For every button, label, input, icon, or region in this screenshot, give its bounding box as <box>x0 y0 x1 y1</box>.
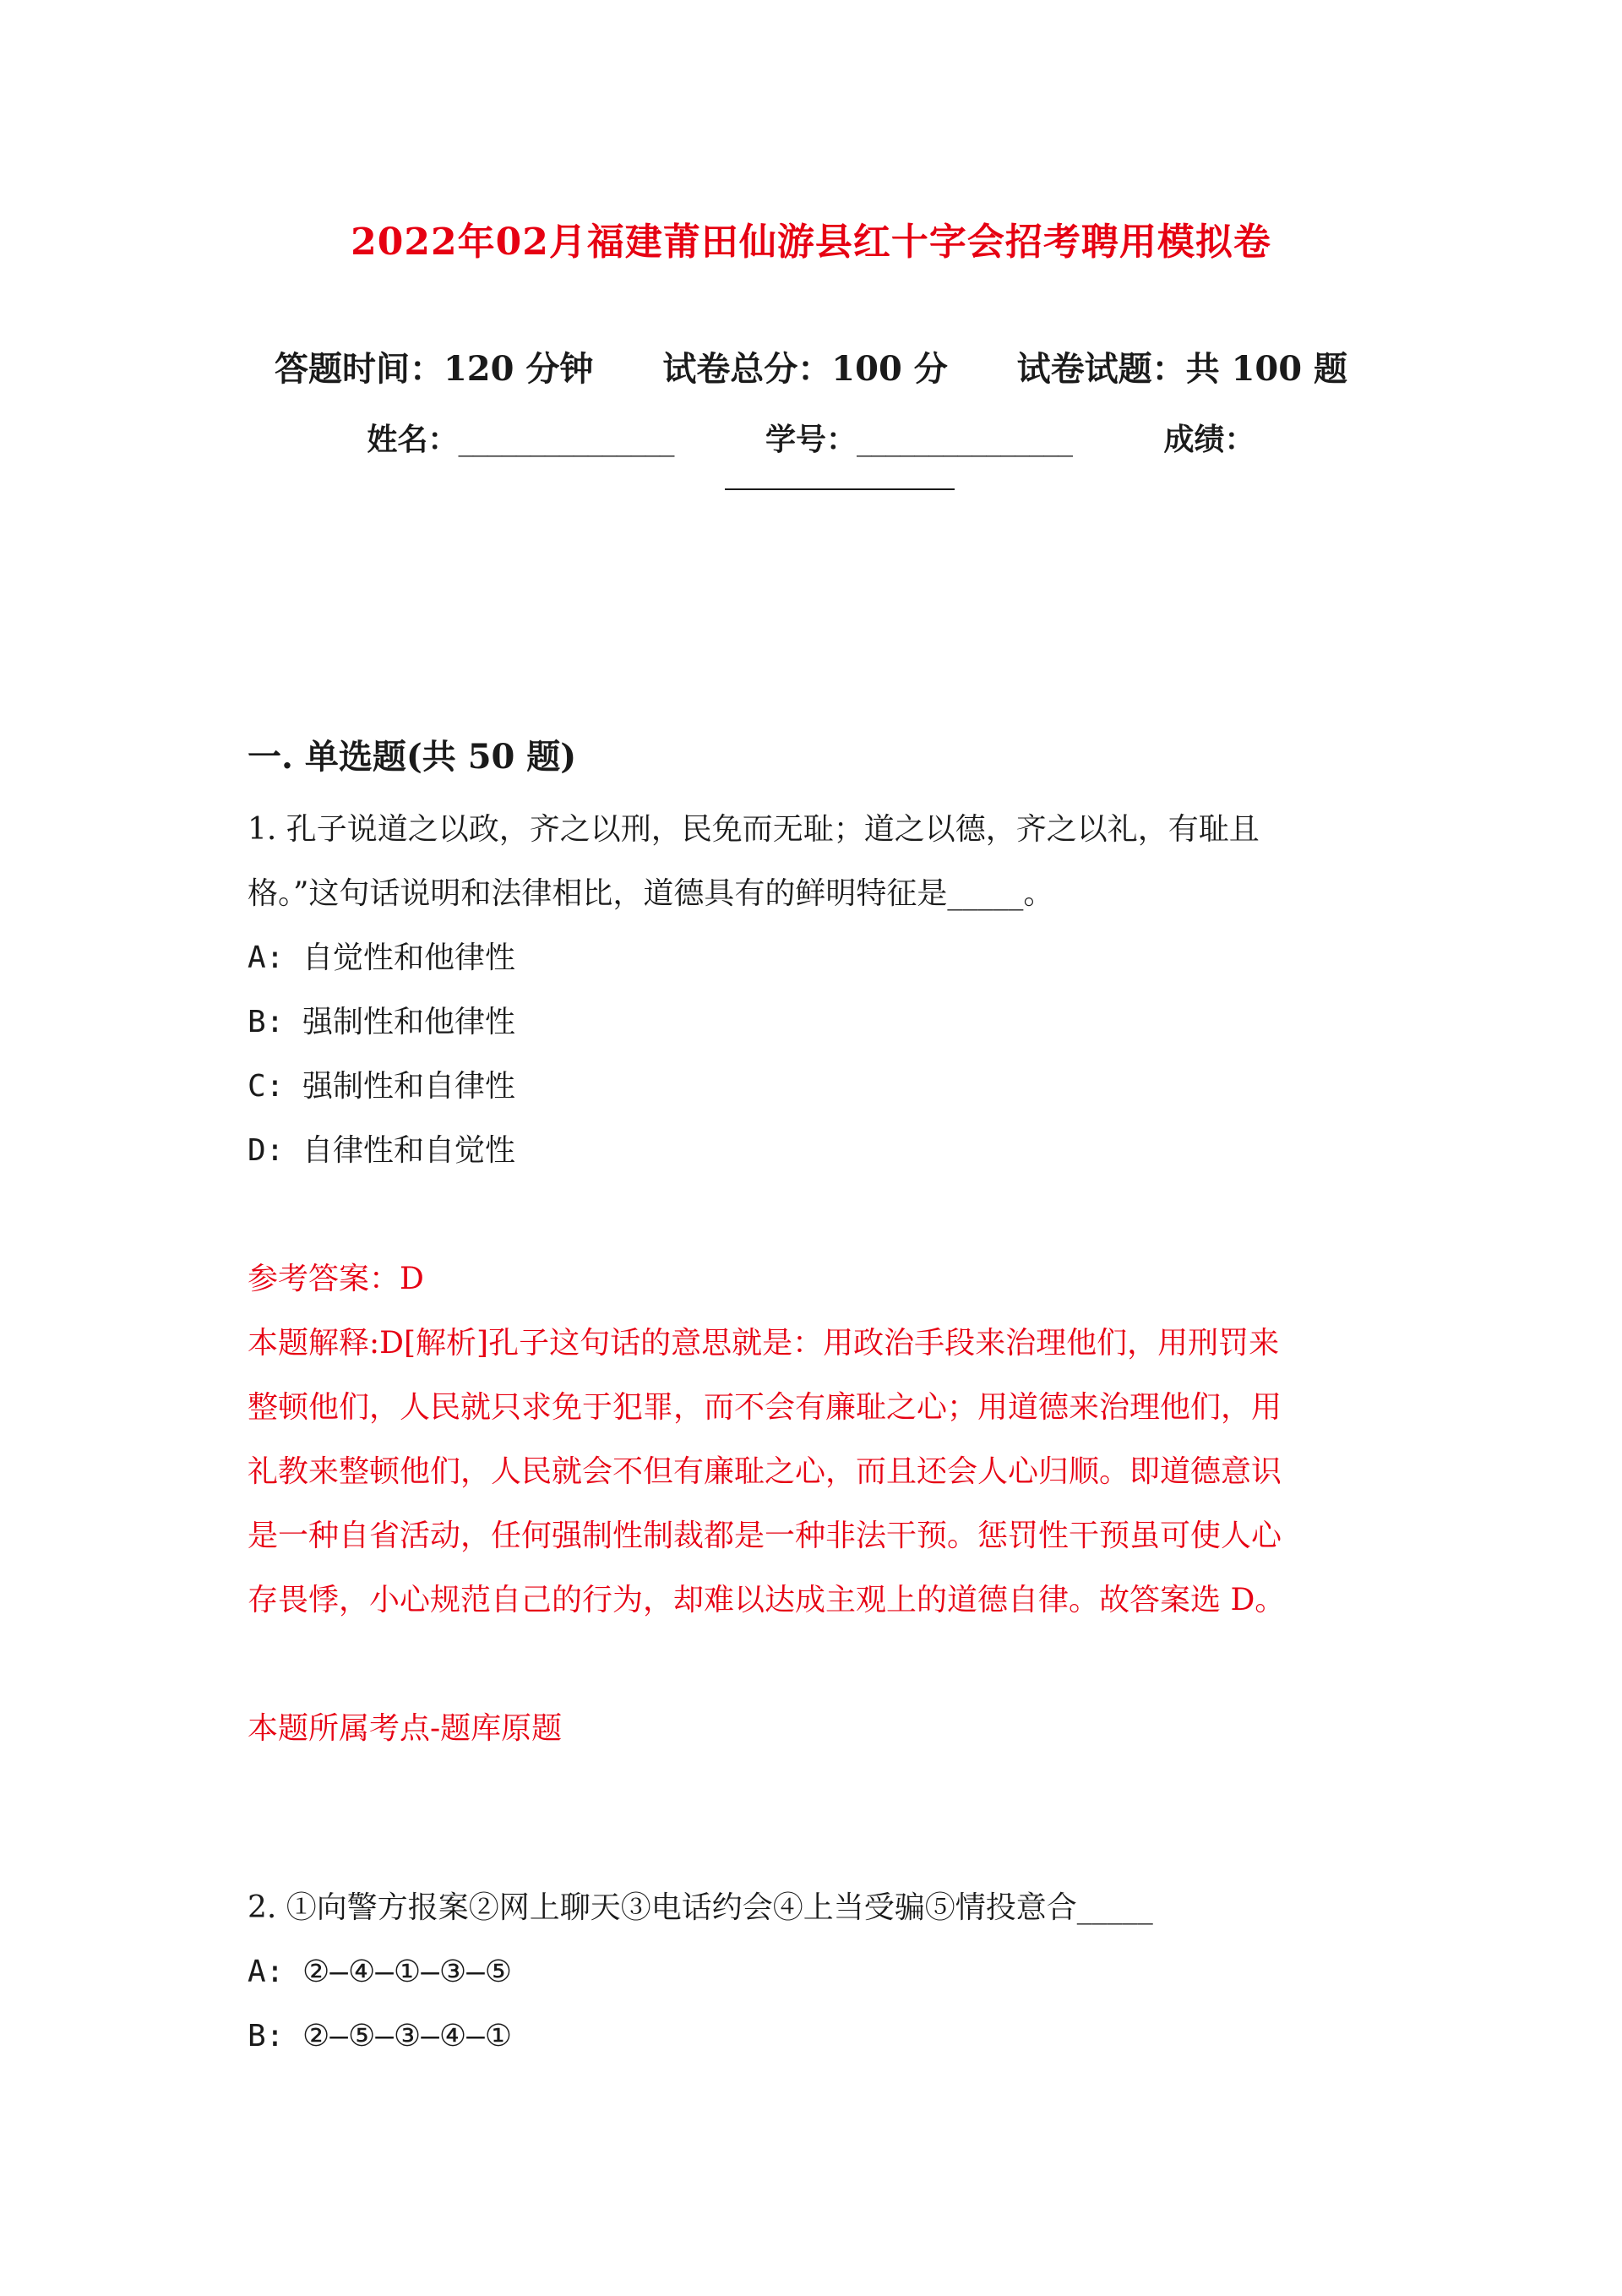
option-d: D: 自律性和自觉性 <box>248 1133 516 1168</box>
name-label: 姓名： <box>367 422 459 457</box>
question-stem-line: 2. ①向警方报案②网上聊天③电话约会④上当受骗⑤情投意合_____ <box>248 1890 1153 1925</box>
document-title: 2022年02月福建莆田仙游县红十字会招考聘用模拟卷 <box>351 221 1271 264</box>
explanation-line: 本题解释:D[解析]孔子这句话的意思就是：用政治手段来治理他们，用刑罚来 <box>248 1326 1280 1361</box>
option-b: B: 强制性和他律性 <box>248 1005 516 1039</box>
section-title: 一. 单选题(共 50 题) <box>248 737 577 777</box>
explanation-line: 存畏悸，小心规范自己的行为，却难以达成主观上的道德自律。故答案选 D。 <box>248 1583 1286 1617</box>
exam-question-count: 试卷试题：共 100 题 <box>1016 349 1348 389</box>
explanation-line: 整顿他们，人民就只求免于犯罪，而不会有廉耻之心；用道德来治理他们，用 <box>248 1390 1282 1425</box>
option-a: A: ②—④—①—③—⑤ <box>248 1955 513 1989</box>
explanation-line: 是一种自省活动，任何强制性制裁都是一种非法干预。惩罚性干预虽可使人心 <box>248 1519 1282 1553</box>
exam-info <box>0 342 1622 390</box>
student-id-label: 学号： <box>765 422 857 457</box>
question-2 <box>248 1876 1380 2069</box>
knowledge-point: 本题所属考点-题库原题 <box>248 1711 563 1746</box>
score-field <box>1164 422 1255 457</box>
option-c: C: 强制性和自律性 <box>248 1069 516 1104</box>
student-id-field <box>765 422 1083 457</box>
student-id-blank: _______________ <box>857 423 1072 457</box>
option-b: B: ②—⑤—③—④—① <box>248 2019 513 2053</box>
student-info <box>0 416 1622 459</box>
exam-time: 答题时间：120 分钟 <box>274 349 594 389</box>
explanation-line: 礼教来整顿他们，人民就会不但有廉耻之心，而且还会人心归顺。即道德意识 <box>248 1454 1282 1489</box>
option-a: A: 自觉性和他律性 <box>248 941 516 975</box>
question-1 <box>248 798 1380 1761</box>
name-field <box>367 422 684 457</box>
name-blank: _______________ <box>458 423 674 457</box>
score-label: 成绩： <box>1163 422 1255 457</box>
answer: 参考答案：D <box>248 1262 424 1296</box>
question-stem-line: 格。”这句话说明和法律相比，道德具有的鲜明特征是_____。 <box>248 876 1054 911</box>
question-stem-line: 1. 孔子说道之以政，齐之以刑，民免而无耻；道之以德，齐之以礼，有耻且 <box>248 812 1260 847</box>
score-blank <box>725 463 955 490</box>
exam-total-score: 试卷总分：100 分 <box>662 349 948 389</box>
